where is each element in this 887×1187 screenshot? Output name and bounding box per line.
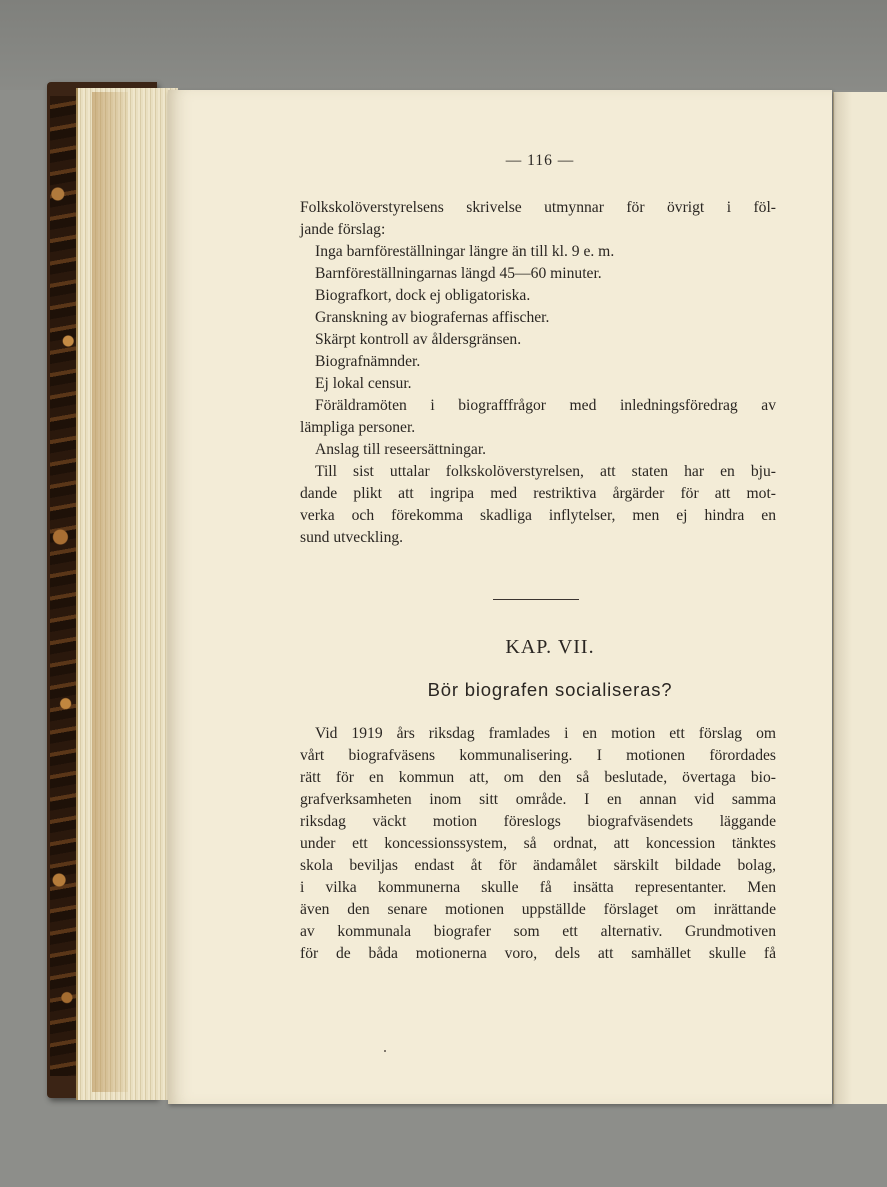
proposal-item: Granskning av biografernas affischer. [315,309,550,326]
chapter-label: KAP. VII. [505,636,595,658]
chapter-title: Bör biografen socialiseras? [427,679,673,700]
body-line: skola beviljas endast åt för ändamålet särskilt bildade bolag, [300,857,776,874]
proposal-item: lämpliga personer. [300,419,416,436]
closing-line: sund utveckling. [300,529,404,546]
body-line: rätt för en kommun att, om den så beslutade, övertaga bio- [300,769,776,786]
facing-page-edge [833,92,887,1104]
body-line: även den senare motionen uppställde förslaget om inrättande [300,901,776,918]
body-line: grafverksamheten inom sitt område. I en annan vid samma [300,791,776,808]
intro-line: jande förslag: [300,221,386,238]
closing-line: verka och förekomma skadliga inflytelser, men ej hindra en [300,507,776,524]
page-edge-shadow [92,92,128,1092]
page-number: — 116 — [505,152,575,169]
proposal-item: Barnföreställningarnas längd 45—60 minuter. [315,265,602,282]
body-line: i vilka kommunerna skulle få insätta representanter. Men [300,879,776,896]
body-line: vårt biografväsens kommunalisering. I motionen förordades [300,747,776,764]
proposal-item: Biografkort, dock ej obligatoriska. [315,287,531,304]
body-line: Vid 1919 års riksdag framlades i en motion ett förslag om [315,725,776,742]
proposal-item: Föräldramöten i biografffrågor med inledningsföredrag av [315,397,776,414]
closing-line: dande plikt att ingripa med restriktiva årgärder för att mot- [300,485,776,502]
body-line: under ett koncessionssystem, så ordnat, att koncession tänktes [300,835,776,852]
marbled-edge [50,96,76,1076]
body-line: av kommunala biografer som ett alternativ. Grundmotiven [300,923,776,940]
body-line: riksdag väckt motion föreslogs biografväsendets läggande [300,813,776,830]
proposal-item: Inga barnföreställningar längre än till kl. 9 e. m. [315,243,615,260]
proposal-item: Anslag till reseersättningar. [315,441,487,458]
body-line: för de båda motionerna voro, dels att samhället skulle få [300,945,776,962]
proposal-item: Ej lokal censur. [315,375,412,392]
closing-line: Till sist uttalar folkskolöverstyrelsen, att staten har en bju- [315,463,776,480]
proposal-item: Skärpt kontroll av åldersgränsen. [315,331,522,348]
ink-speck [384,1050,386,1052]
section-divider [493,599,579,600]
backdrop [0,0,887,90]
intro-line: Folkskolöverstyrelsens skrivelse utmynnar för övrigt i föl- [300,199,776,216]
proposal-item: Biografnämnder. [315,353,421,370]
